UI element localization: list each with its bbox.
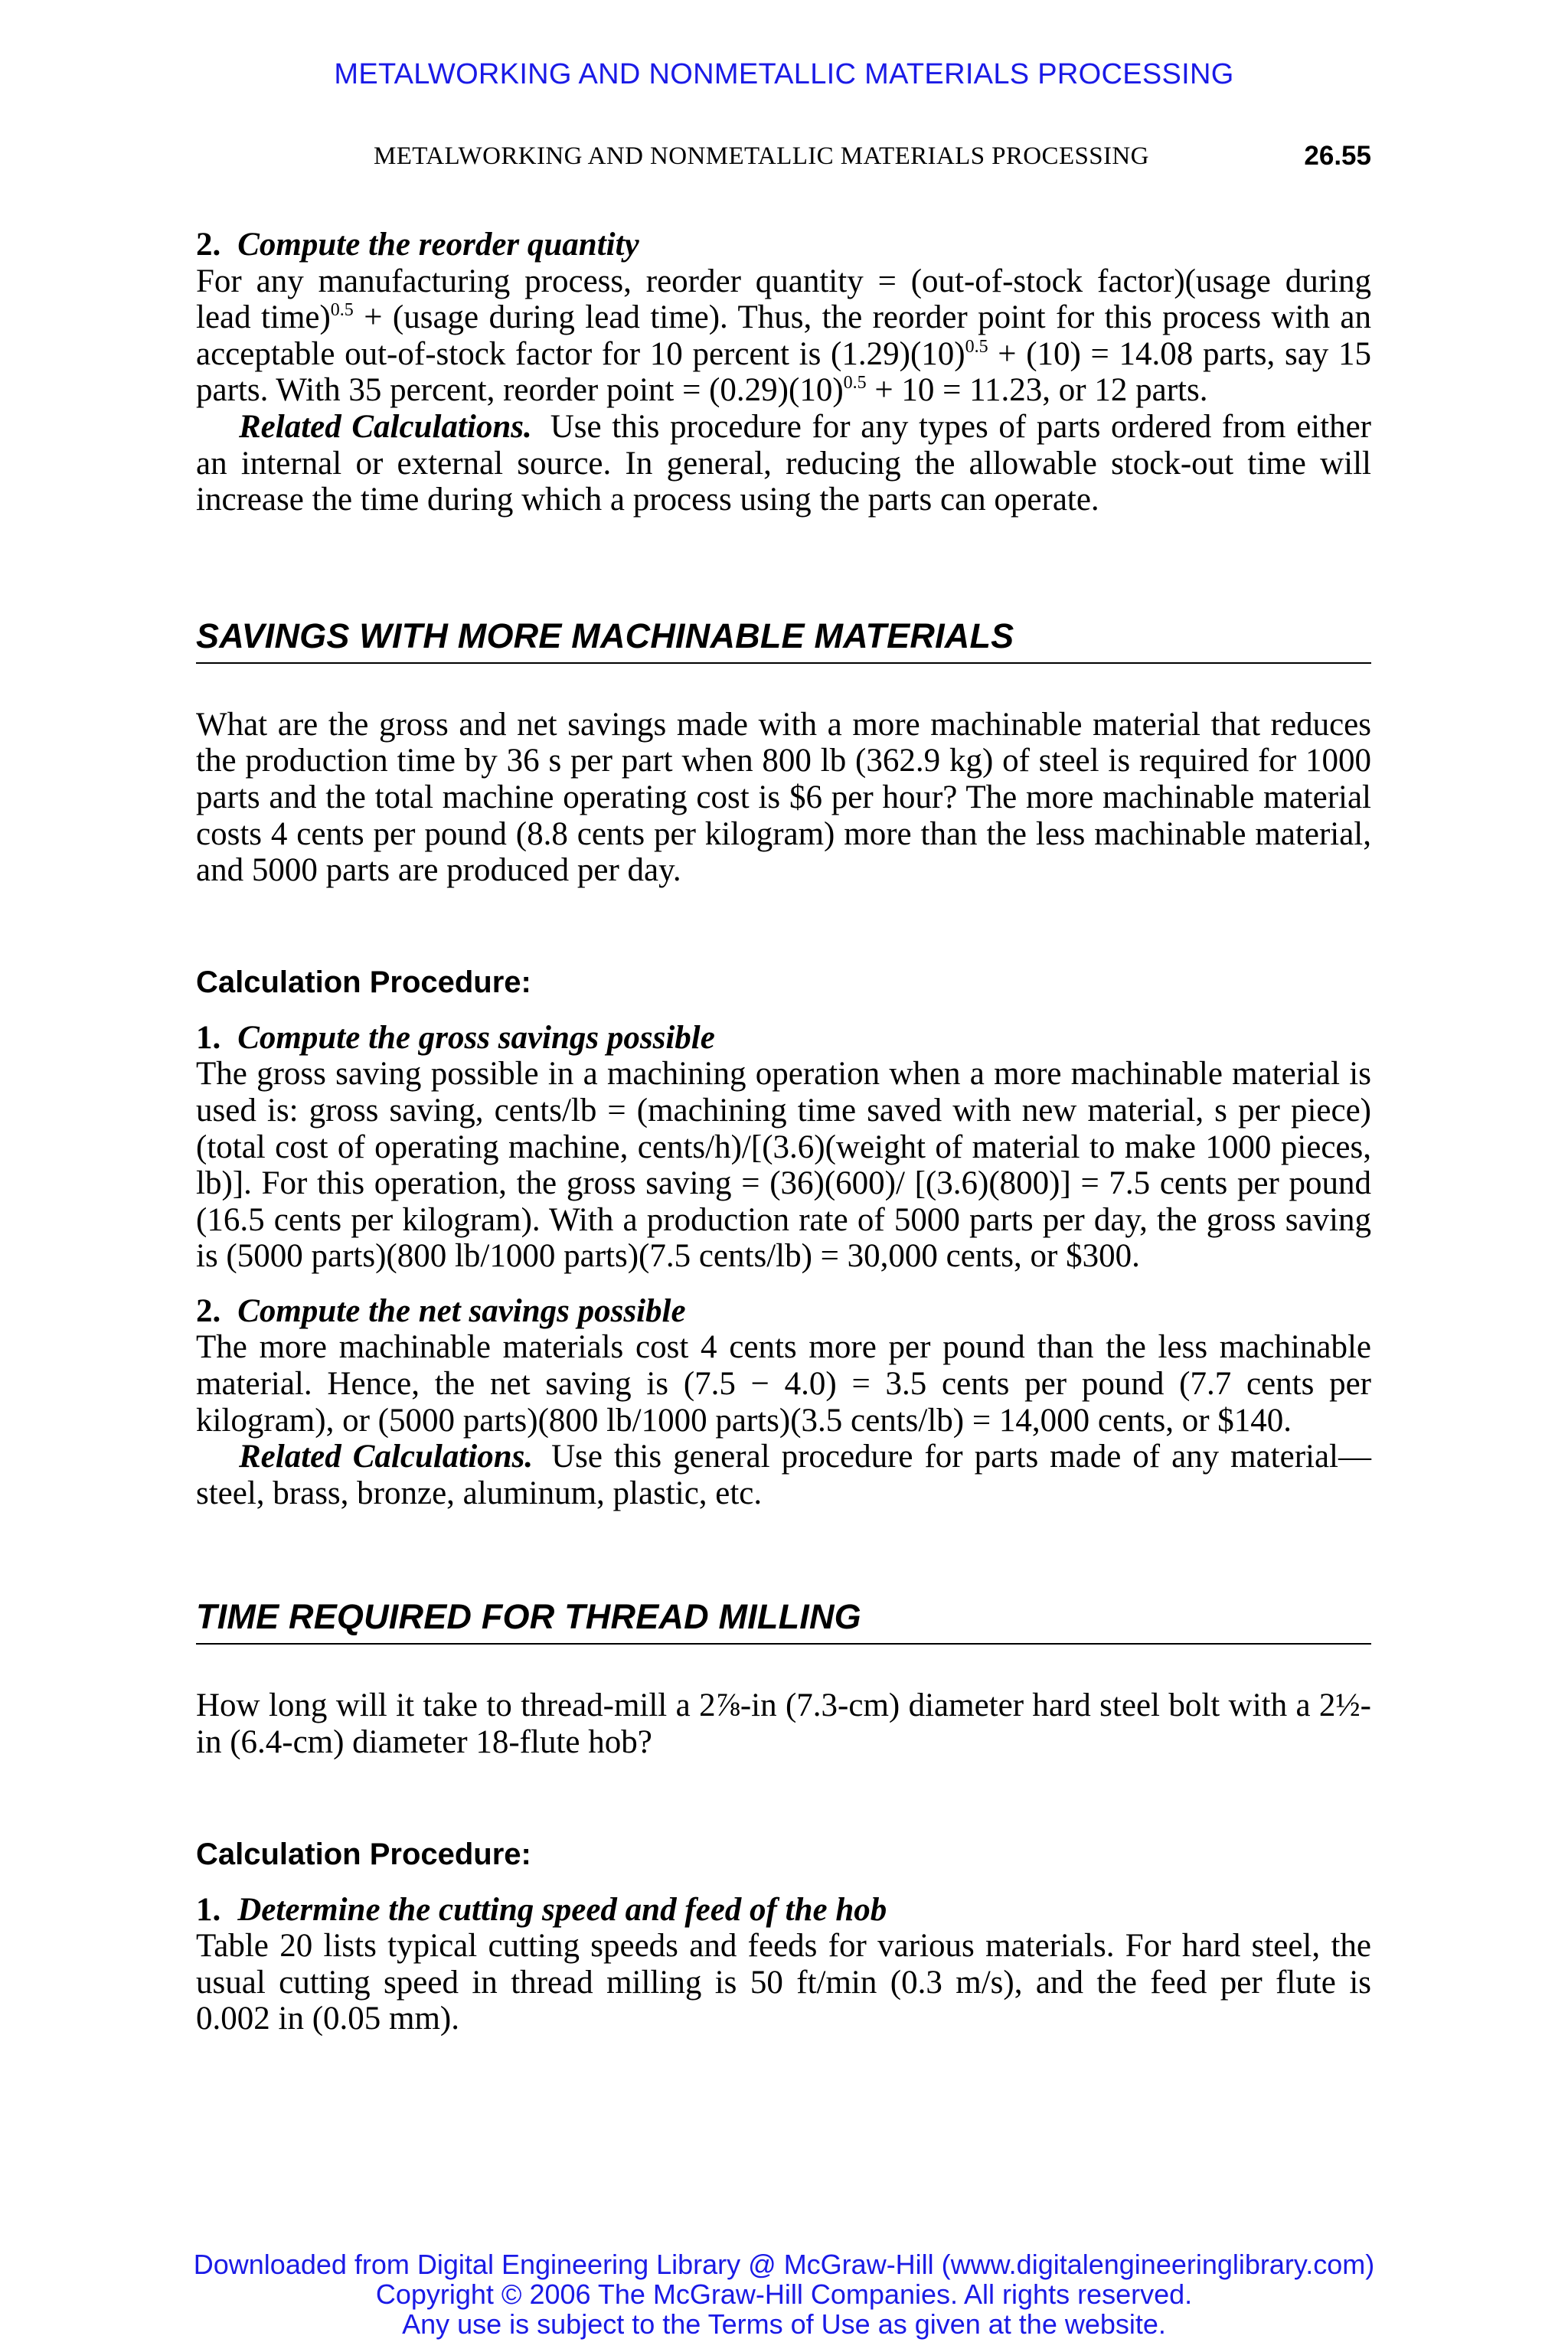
- text-fragment: + (10) = 14.08 parts, say 15 parts. With 35 percent, reorder point = (0.29)(10): [196, 335, 1371, 409]
- step-net-heading: [196, 1293, 1371, 1330]
- step-number: 1.: [196, 1019, 221, 1056]
- step-hob-heading: [196, 1892, 1371, 1929]
- step-gross-text: The gross saving possible in a machining operation when a more machinable material is used is: gross saving, cents/lb = (machining time saved with new material, s per piece)(total cost of operating machine, cents/h)/[(3.6)(weight of material to make 1000 pieces, lb)]. For this operation, the gross saving = (36)(600)/ [(3.6)(800)] = 7.5 cents per pound (16.5 cents per kilogram). With a production rate of 5000 parts per day, the gross saving is (5000 parts)(800 lb/1000 parts)(7.5 cents/lb) = 30,000 cents, or $300.: [196, 1056, 1371, 1275]
- text-fragment: + 10 = 11.23, or 12 parts.: [866, 372, 1208, 409]
- footer: [0, 2249, 1568, 2339]
- text-fragment: For any manufacturing process, reorder quantity = (out-of-stock factor)(usage during lead time): [196, 263, 1371, 336]
- exponent: 0.5: [330, 300, 354, 321]
- savings-problem: What are the gross and net savings made with a more machinable material that reduces the production time by 36 s per part when 800 lb (362.9 kg) of steel is required for 1000 parts and the total machine operating cost is $6 per hour? The more machinable material costs 4 cents per pound (8.8 cents per kilogram) more than the less machinable material, and 5000 parts are produced per day.: [196, 706, 1371, 889]
- footer-download-link[interactable]: Downloaded from Digital Engineering Library @ McGraw-Hill (www.digitalengineeringlibrary.com): [193, 2249, 1375, 2280]
- related-calculations-1: [196, 409, 1371, 518]
- exponent: 0.5: [965, 336, 988, 357]
- step-number: 1.: [196, 1891, 221, 1928]
- related-text: Use this procedure for any types of parts ordered from either an internal or external source. In general, reducing the allowable stock-out time will increase the time during which a process using the parts can operate.: [196, 408, 1371, 518]
- related-label: Related Calculations.: [239, 1439, 534, 1475]
- step-title: Compute the gross savings possible: [237, 1019, 715, 1056]
- step-number: 2.: [196, 227, 221, 263]
- exponent: 0.5: [843, 373, 867, 394]
- step-hob-text: Table 20 lists typical cutting speeds and feeds for various materials. For hard steel, the usual cutting speed in thread milling is 50 ft/min (0.3 m/s), and the feed per flute is 0.002 in (0.05 mm).: [196, 1928, 1371, 2037]
- page-number: 26.55: [1304, 141, 1371, 171]
- step-title: Compute the net savings possible: [237, 1292, 686, 1329]
- footer-terms[interactable]: Any use is subject to the Terms of Use as given at the website.: [402, 2308, 1166, 2340]
- banner-title: METALWORKING AND NONMETALLIC MATERIALS PROCESSING: [334, 58, 1234, 90]
- thread-problem: How long will it take to thread-mill a 2⅞-in (7.3-cm) diameter hard steel bolt with a 2½-in (6.4-cm) diameter 18-flute hob?: [196, 1687, 1371, 1761]
- step-reorder-text: [196, 263, 1371, 409]
- calculation-procedure-heading: Calculation Procedure:: [196, 965, 531, 999]
- section-heading-thread-milling: TIME REQUIRED FOR THREAD MILLING: [196, 1597, 1371, 1645]
- related-label: Related Calculations.: [239, 408, 532, 445]
- step-net-text: The more machinable materials cost 4 cents more per pound than the less machinable material. Hence, the net saving is (7.5 − 4.0) = 3.5 cents per pound (7.7 cents per kilogram), or (5000 parts)(800 lb/1000 parts)(3.5 cents/lb) = 14,000 cents, or $140.: [196, 1329, 1371, 1439]
- step-number: 2.: [196, 1292, 221, 1329]
- related-calculations-2: [196, 1439, 1371, 1511]
- step-title: Compute the reorder quantity: [237, 227, 639, 263]
- step-title: Determine the cutting speed and feed of the hob: [237, 1891, 887, 1928]
- running-head: METALWORKING AND NONMETALLIC MATERIALS PROCESSING: [374, 142, 1149, 170]
- calculation-procedure-heading: Calculation Procedure:: [196, 1837, 531, 1871]
- related-text: Use this general procedure for parts made of any material—steel, brass, bronze, aluminum, plastic, etc.: [196, 1439, 1371, 1511]
- section-heading-savings: SAVINGS WITH MORE MACHINABLE MATERIALS: [196, 616, 1371, 664]
- step-reorder-heading: [196, 227, 1371, 263]
- footer-copyright: Copyright © 2006 The McGraw-Hill Companies. All rights reserved.: [375, 2278, 1193, 2310]
- page-content: [196, 227, 1371, 2037]
- text-fragment: + (usage during lead time). Thus, the reorder point for this process with an acceptable out-of-stock factor for 10 percent is (1.29)(10): [196, 299, 1371, 372]
- step-gross-heading: [196, 1020, 1371, 1057]
